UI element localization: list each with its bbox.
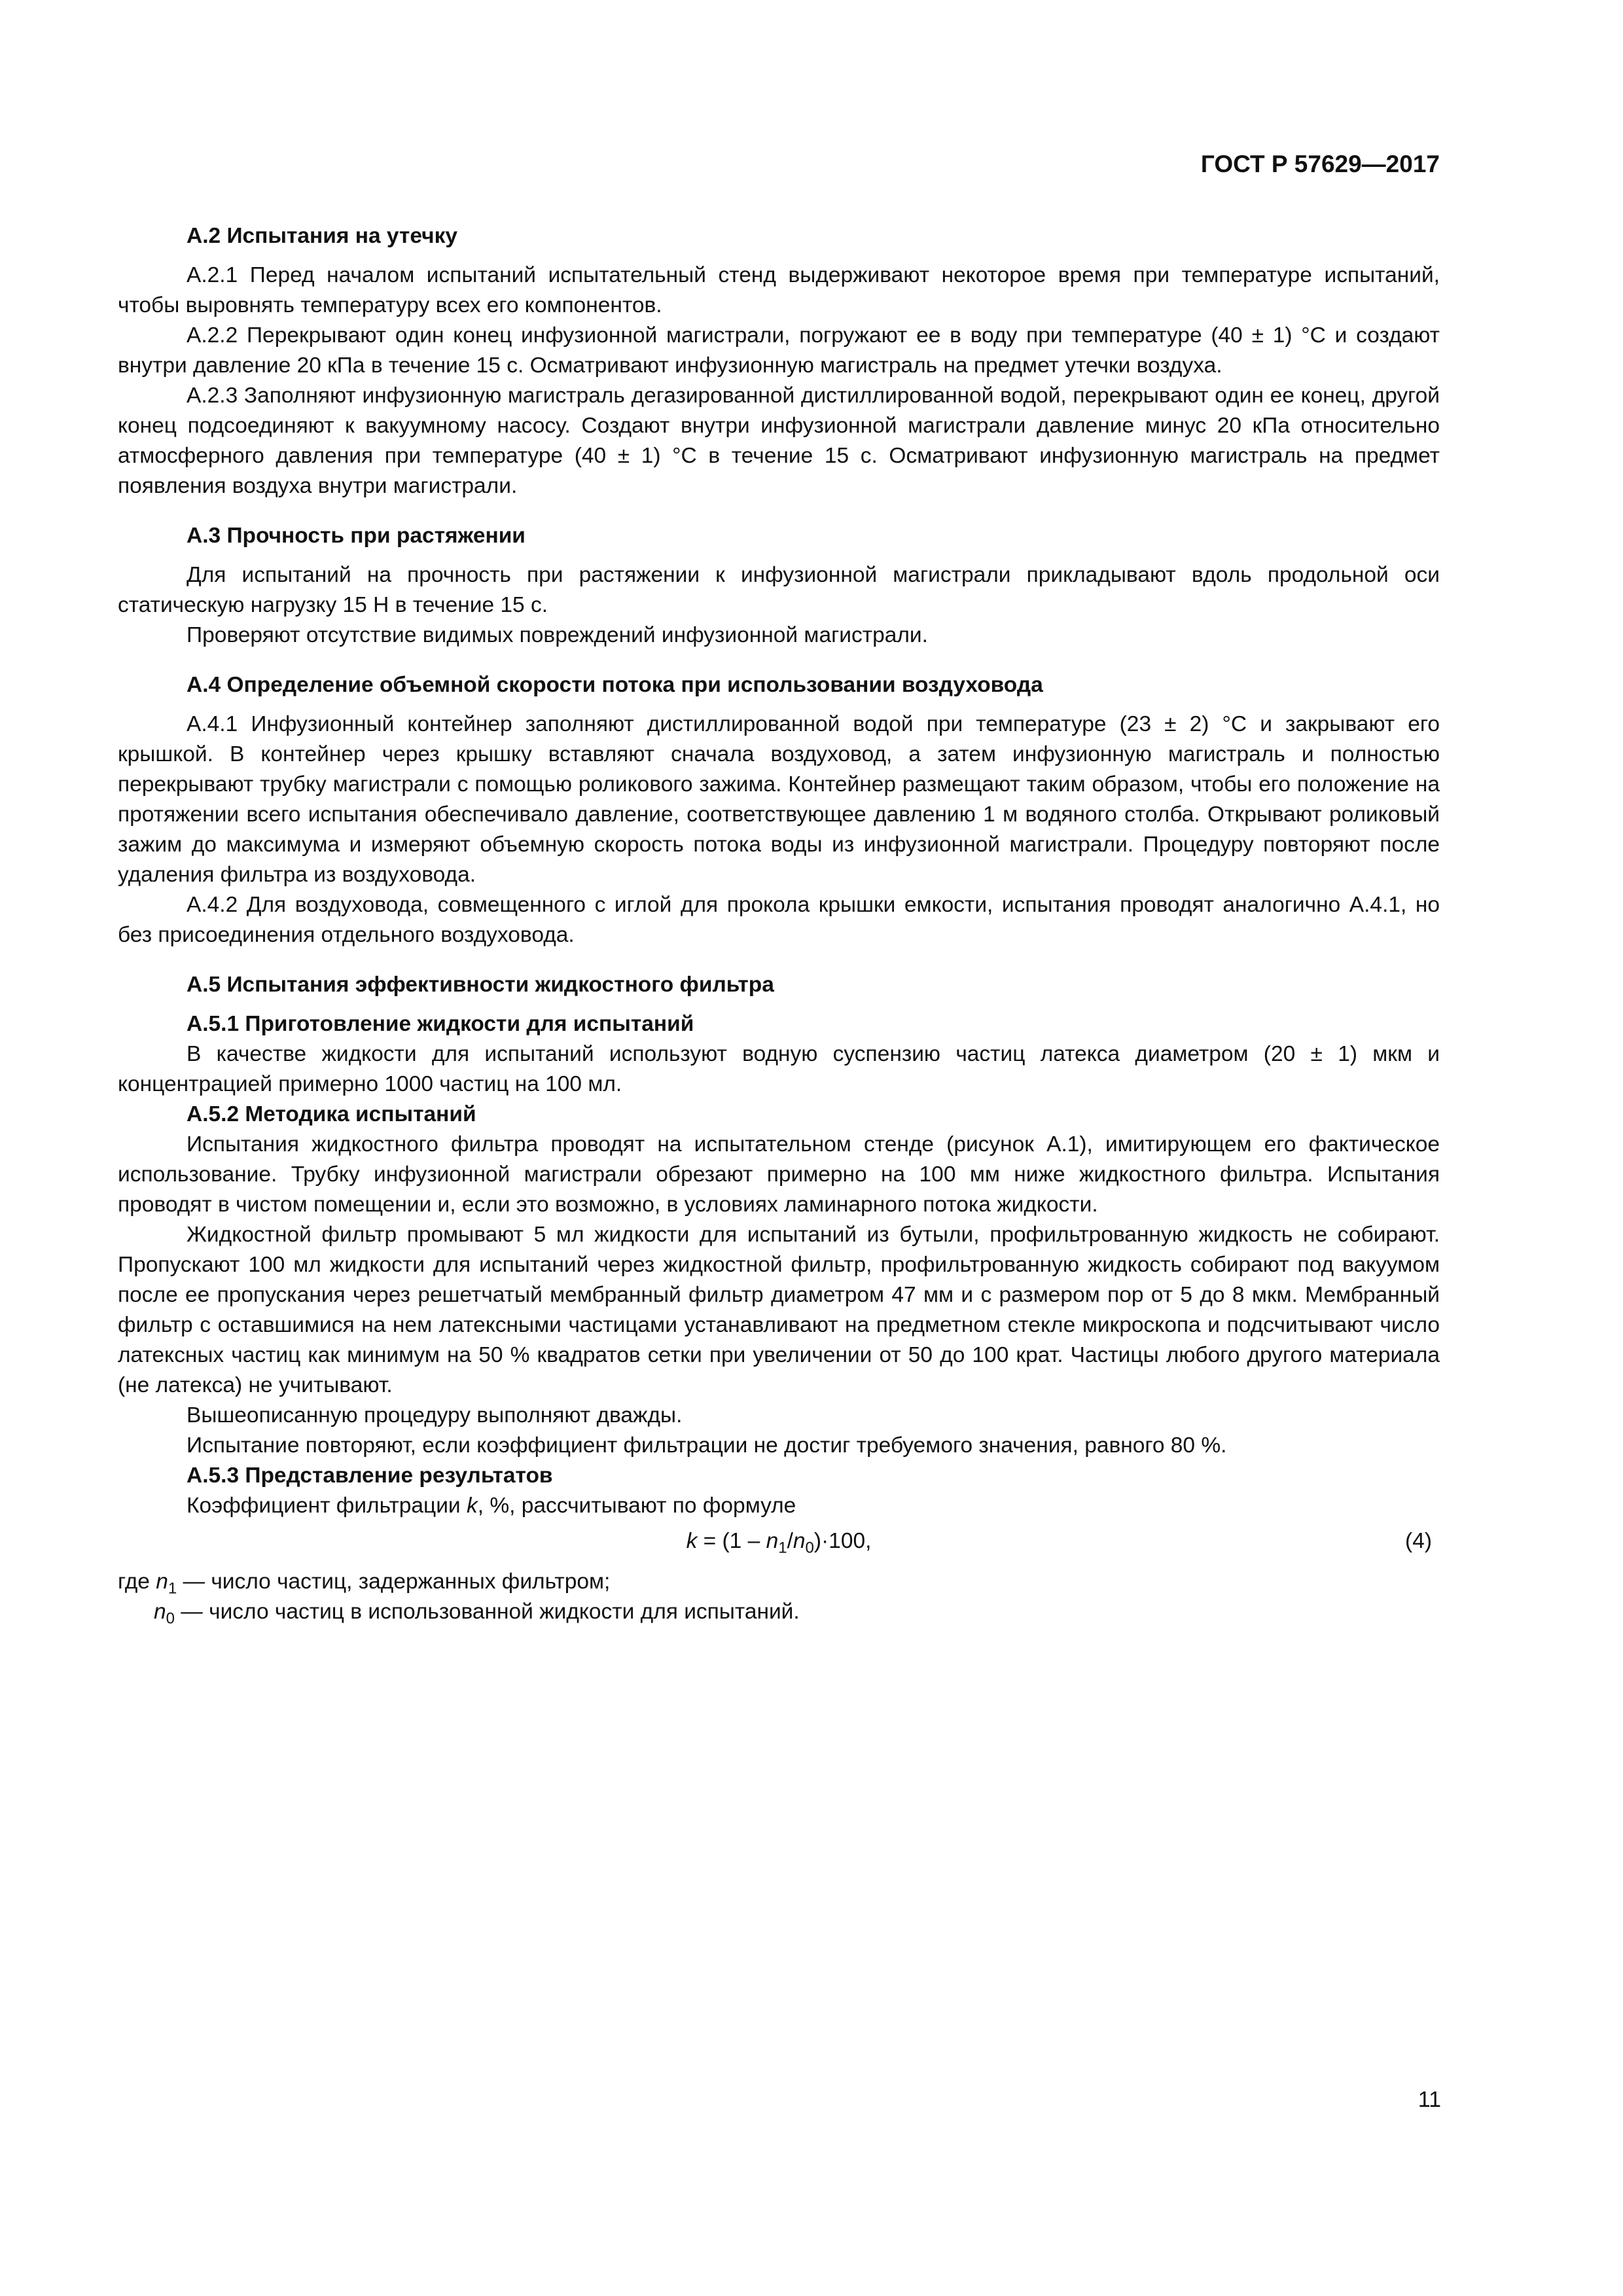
subsection-a5-3-title: А.5.3 Представление результатов [187, 1463, 553, 1488]
paragraph-a3-2: Проверяют отсутствие видимых повреждений инфузионной магистрали. [187, 623, 928, 647]
formula-var-n: n [766, 1529, 779, 1553]
where-line-1 [118, 1567, 1440, 1597]
variable-k: k [466, 1494, 478, 1518]
paragraph-a5-1: В качестве жидкости для испытаний используют водную суспензию частиц латекса диаметром (20 ± 1) мкм и концентрацией примерно 1000 частиц на 100 мл. [118, 1042, 1440, 1096]
formula-var-n: n [793, 1529, 806, 1553]
formula-text: = (1 – [697, 1529, 766, 1553]
section-a3-title: А.3 Прочность при растяжении [187, 524, 526, 548]
paragraph-a4-2: А.4.2 Для воздуховода, совмещенного с иглой для прокола крышки емкости, испытания проводят аналогично А.4.1, но без присоединения отдельного воздуховода. [118, 893, 1440, 947]
paragraph-a2-3: А.2.3 Заполняют инфузионную магистраль дегазированной дистиллированной водой, перекрывают один ее конец, другой конец подсоединяют к вакуумному насосу. Создают внутри инфузионной магистрали давление минус 20 кПа относительно атмосферного давления при температуре (40 ± 1) °С в течение 15 с. Осматривают инфузионную магистраль на предмет появления воздуха внутри магистрали. [118, 384, 1440, 498]
variable-n: n [154, 1600, 166, 1624]
subsection-a5-2-title: А.5.2 Методика испытаний [187, 1102, 476, 1126]
paragraph-a5-2-1: Испытания жидкостного фильтра проводят на испытательном стенде (рисунок А.1), имитирующем его фактическое использование. Трубку инфузионной магистрали обрезают примерно на 100 мм ниже жидкостного фильтра. Испытания проводят в чистом помещении и, если это возможно, в условиях ламинарного потока жидкости. [118, 1132, 1440, 1217]
text-run: Коэффициент фильтрации [187, 1494, 467, 1518]
paragraph-a2-2: А.2.2 Перекрывают один конец инфузионной магистрали, погружают ее в воду при температуре (40 ± 1) °С и создают внутри давление 20 кПа в течение 15 с. Осматривают инфузионную магистраль на предмет утечки воздуха. [118, 323, 1440, 378]
paragraph-a5-2-3: Вышеописанную процедуру выполняют дважды. [187, 1403, 683, 1427]
formula-slash: / [787, 1529, 793, 1553]
paragraph-a2-1: А.2.1 Перед началом испытаний испытательный стенд выдерживают некоторое время при температуре испытаний, чтобы выровнять температуру всех его компонентов. [118, 263, 1440, 317]
formula [118, 1526, 1440, 1556]
where-line-2 [118, 1597, 1440, 1627]
paragraph-a5-2-2: Жидкостной фильтр промывают 5 мл жидкости для испытаний из бутыли, профильтрованную жидкость не собирают. Пропускают 100 мл жидкости для испытаний через жидкостной фильтр, профильтрованную жидкость собирают под вакуумом после ее пропускания через решетчатый мембранный фильтр диаметром 47 мм и с размером пор от 5 до 8 мкм. Мембранный фильтр с оставшимися на нем латексными частицами устанавливают на предметном стекле микроскопа и подсчитывают число латексных частиц как минимум на 50 % квадратов сетки при увеличении от 50 до 100 крат. Частицы любого другого материала (не латекса) не учитывают. [118, 1223, 1440, 1397]
document-body [118, 221, 1440, 1627]
subscript-1: 1 [168, 1579, 177, 1598]
text-run: , %, рассчитывают по формуле [477, 1494, 796, 1518]
section-a5-title: А.5 Испытания эффективности жидкостного фильтра [187, 973, 774, 997]
paragraph-a4-1: А.4.1 Инфузионный контейнер заполняют дистиллированной водой при температуре (23 ± 2) °С и закрывают его крышкой. В контейнер через крышку вставляют сначала воздуховод, а затем инфузионную магистраль и полностью перекрывают трубку магистрали с помощью роликового зажима. Контейнер размещают таким образом, чтобы его положение на протяжении всего испытания обеспечивало давление, соответствующее давлению 1 м водяного столба. Открывают роликовый зажим до максимума и измеряют объемную скорость потока воды из инфузионной магистрали. Процедуру повторяют после удаления фильтра из воздуховода. [118, 712, 1440, 887]
section-a2-title: А.2 Испытания на утечку [187, 224, 457, 248]
text-run: — число частиц в использованной жидкости для испытаний. [175, 1600, 800, 1624]
equation-number: (4) [1405, 1529, 1432, 1553]
section-a4-title: А.4 Определение объемной скорости потока при использовании воздуховода [187, 673, 1043, 697]
formula-row [118, 1526, 1440, 1560]
paragraph-a3-1: Для испытаний на прочность при растяжении к инфузионной магистрали прикладывают вдоль продольной оси статическую нагрузку 15 Н в течение 15 с. [118, 563, 1440, 617]
formula-sub-1: 1 [778, 1539, 787, 1557]
formula-sub-0: 0 [805, 1539, 814, 1557]
page-number: 11 [1418, 2087, 1441, 2112]
document-header: ГОСТ Р 57629—2017 [1200, 151, 1440, 177]
formula-var-k: k [686, 1529, 698, 1553]
formula-text: )·100, [813, 1529, 872, 1553]
text-run: — число частиц, задержанных фильтром; [177, 1570, 611, 1594]
paragraph-a5-3-1 [118, 1491, 1440, 1521]
subsection-a5-1-title: А.5.1 Приготовление жидкости для испытаний [187, 1012, 694, 1036]
text-run: где [118, 1570, 156, 1594]
variable-n: n [156, 1570, 168, 1594]
subscript-0: 0 [166, 1609, 175, 1628]
paragraph-a5-2-4: Испытание повторяют, если коэффициент фильтрации не достиг требуемого значения, равного 80 %. [187, 1433, 1227, 1458]
